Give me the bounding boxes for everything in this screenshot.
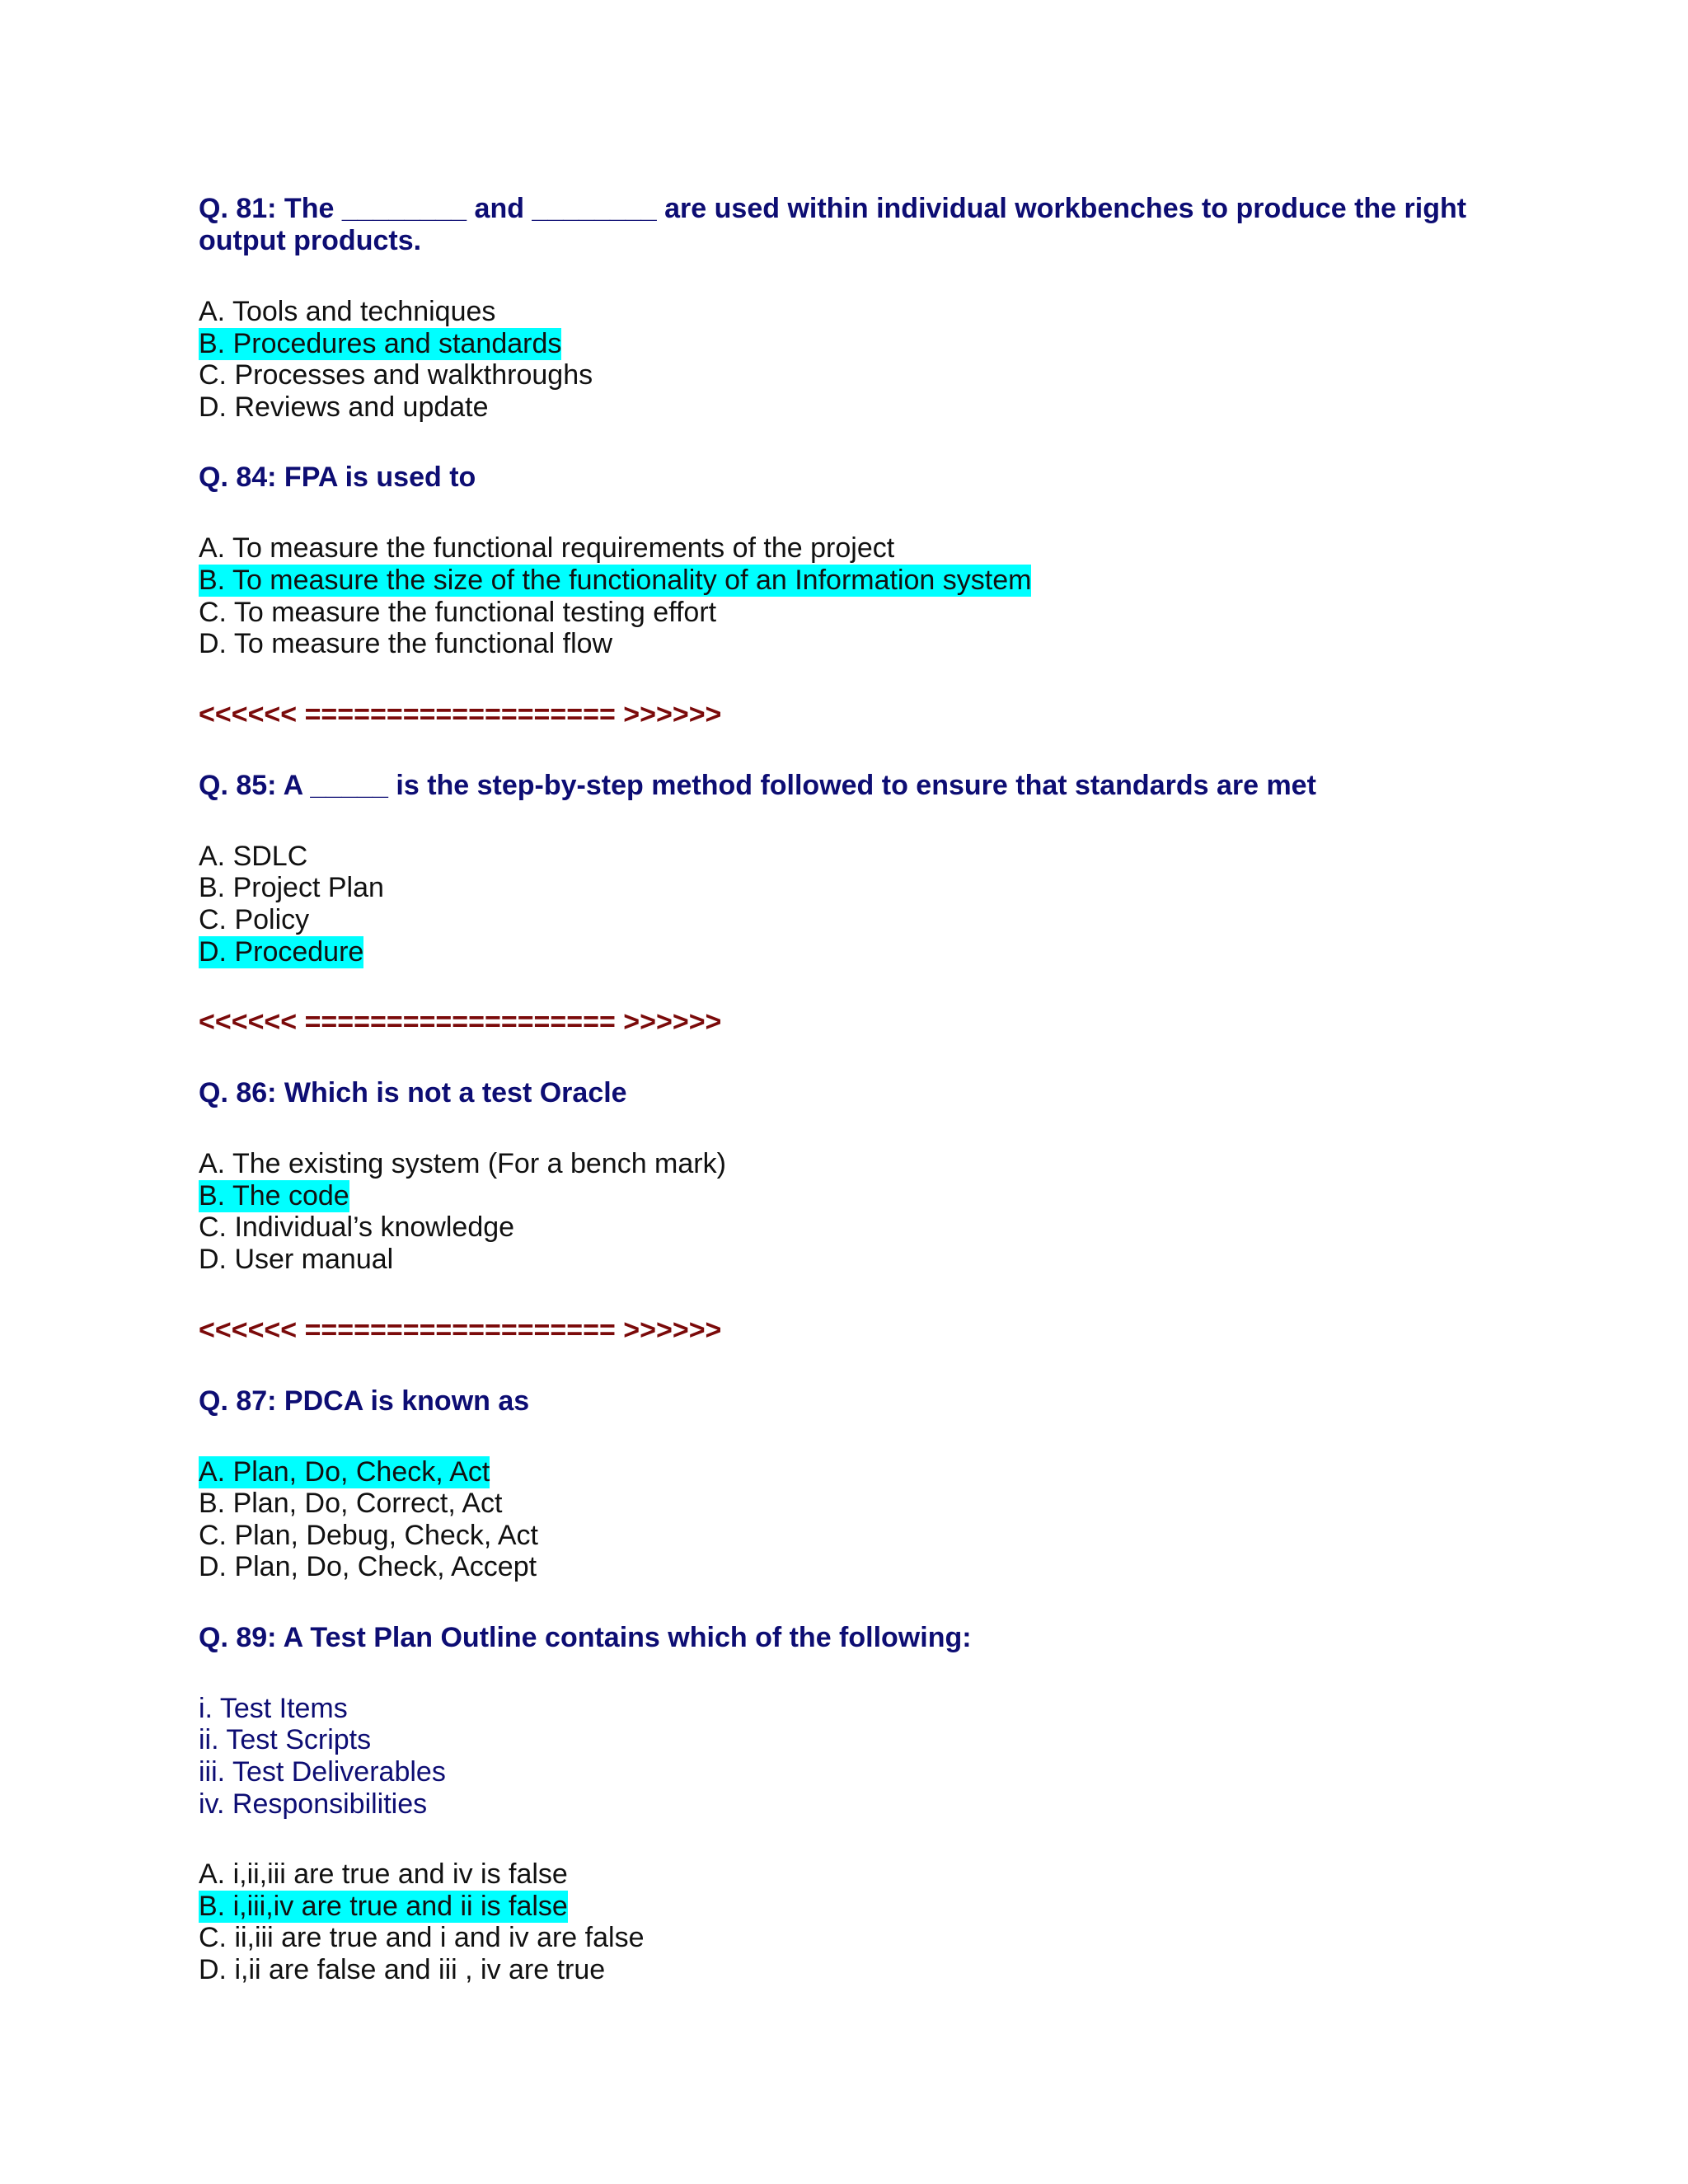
answer-option: A. SDLC <box>199 840 308 872</box>
question-block-89 <box>199 1622 1550 1986</box>
section-separator: <<<<<< =================== >>>>>> <box>199 698 722 730</box>
answer-option-correct: A. Plan, Do, Check, Act <box>199 1455 490 1488</box>
answer-option: A. i,ii,iii are true and iv is false <box>199 1858 568 1891</box>
answer-option-correct: B. To measure the size of the functionality of an Information system <box>199 564 1032 596</box>
question-title: Q. 84: FPA is used to <box>199 462 476 494</box>
answer-option: D. Reviews and update <box>199 391 489 423</box>
question-block-81 <box>199 193 1550 423</box>
question-block-84 <box>199 462 1550 659</box>
roman-item: i. Test Items <box>199 1692 348 1724</box>
question-block-85 <box>199 770 1550 968</box>
question-title: Q. 89: A Test Plan Outline contains which of the following: <box>199 1621 972 1653</box>
answer-options <box>199 1148 1550 1275</box>
answer-option-correct: B. Procedures and standards <box>199 327 562 359</box>
answer-option: D. Plan, Do, Check, Accept <box>199 1551 537 1583</box>
section-separator: <<<<<< =================== >>>>>> <box>199 1006 722 1038</box>
question-title-line2: output products. <box>199 225 422 256</box>
answer-option: C. To measure the functional testing effort <box>199 596 717 628</box>
answer-option: A. The existing system (For a bench mark) <box>199 1148 726 1180</box>
answer-option-correct: B. i,iii,iv are true and ii is false <box>199 1890 568 1922</box>
roman-item: iv. Responsibilities <box>199 1788 428 1820</box>
roman-item: ii. Test Scripts <box>199 1724 372 1756</box>
answer-option: C. ii,iii are true and i and iv are false <box>199 1922 645 1954</box>
answer-option: C. Plan, Debug, Check, Act <box>199 1519 538 1551</box>
roman-item: iii. Test Deliverables <box>199 1756 446 1788</box>
section-separator: <<<<<< =================== >>>>>> <box>199 1314 722 1346</box>
roman-items <box>199 1693 1550 1820</box>
question-title: Q. 85: A _____ is the step-by-step method followed to ensure that standards are met <box>199 769 1316 801</box>
answer-option: C. Policy <box>199 903 310 935</box>
question-title: Q. 81: The ________ and ________ are used within individual workbenches to produce the right <box>199 193 1467 224</box>
answer-options <box>199 1858 1550 1985</box>
answer-option: C. Individual’s knowledge <box>199 1212 515 1244</box>
answer-options <box>199 296 1550 423</box>
answer-option: A. Tools and techniques <box>199 296 496 327</box>
document-page <box>199 193 1550 1986</box>
answer-options <box>199 1456 1550 1583</box>
question-title: Q. 87: PDCA is known as <box>199 1385 530 1417</box>
answer-option: B. Plan, Do, Correct, Act <box>199 1488 503 1520</box>
answer-option: D. To measure the functional flow <box>199 628 613 660</box>
question-block-87 <box>199 1385 1550 1583</box>
answer-option: D. User manual <box>199 1243 394 1275</box>
question-title: Q. 86: Which is not a test Oracle <box>199 1077 627 1109</box>
answer-options <box>199 841 1550 968</box>
answer-option: D. i,ii are false and iii , iv are true <box>199 1954 606 1986</box>
answer-options <box>199 532 1550 659</box>
answer-option: C. Processes and walkthroughs <box>199 359 593 391</box>
answer-option-correct: B. The code <box>199 1179 349 1212</box>
answer-option: A. To measure the functional requirements of the project <box>199 532 895 565</box>
answer-option-correct: D. Procedure <box>199 935 364 968</box>
answer-option: B. Project Plan <box>199 872 384 904</box>
question-block-86 <box>199 1077 1550 1275</box>
